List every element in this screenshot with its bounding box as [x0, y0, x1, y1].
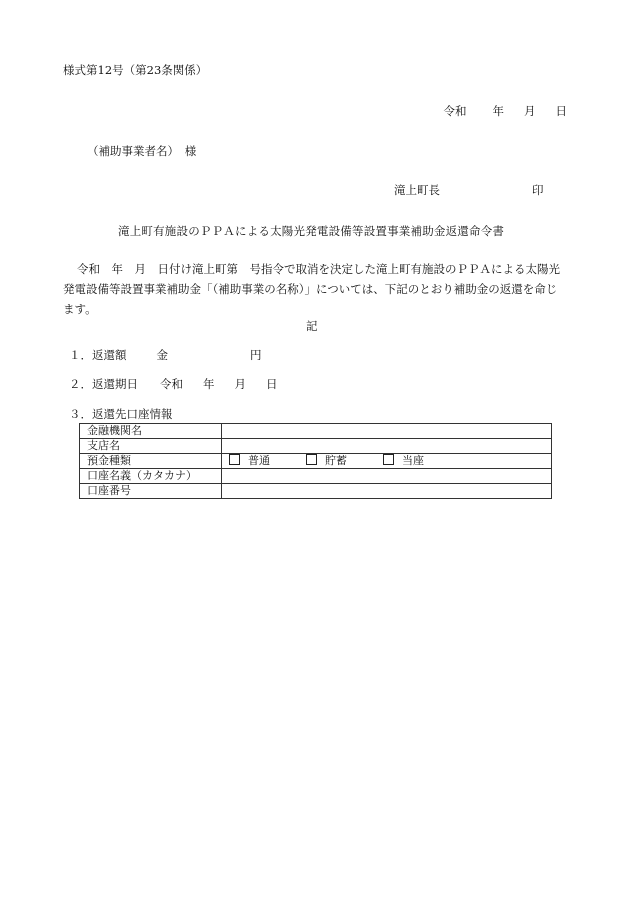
deadline-label: ２．返還期日	[69, 377, 138, 391]
document-title: 滝上町有施設のＰＰＡによる太陽光発電設備等設置事業補助金返還命令書	[118, 224, 505, 238]
amount-kin: 金	[156, 348, 168, 362]
deadline-year: 年	[203, 377, 215, 391]
amount-yen: 円	[250, 348, 262, 362]
ki-heading: 記	[306, 319, 318, 333]
table-row	[80, 469, 552, 484]
row-label-account-holder: 口座名義（カタカナ）	[80, 469, 222, 484]
date-era: 令和	[443, 104, 467, 118]
row-value-account-holder	[222, 469, 552, 484]
table-row	[80, 484, 552, 499]
deadline-day: 日	[266, 377, 278, 391]
form-number: 様式第12号（第23条関係）	[63, 63, 208, 77]
checkbox-icon	[383, 454, 394, 465]
item-return-deadline	[69, 379, 278, 391]
row-value-deposit-type	[222, 454, 552, 469]
row-value-bank	[222, 424, 552, 439]
row-label-bank: 金融機関名	[80, 424, 222, 439]
row-label-branch: 支店名	[80, 439, 222, 454]
checkbox-icon	[306, 454, 317, 465]
row-label-deposit-type: 預金種類	[80, 454, 222, 469]
deposit-option-futsu: 普通	[229, 454, 270, 468]
recipient-name: （補助事業者名） 様	[87, 144, 197, 158]
date-month: 月	[524, 104, 536, 118]
deadline-era: 令和	[160, 377, 183, 391]
row-value-branch	[222, 439, 552, 454]
deposit-option-toza: 当座	[383, 454, 424, 468]
issue-date	[444, 106, 568, 118]
seal-mark: 印	[532, 183, 544, 197]
row-value-account-number	[222, 484, 552, 499]
account-info-table	[79, 423, 552, 499]
table-row	[80, 424, 552, 439]
issuer-title: 滝上町長	[394, 183, 440, 197]
amount-label: １．返還額	[69, 348, 127, 362]
table-row	[80, 439, 552, 454]
item-return-amount	[69, 350, 262, 362]
deadline-month: 月	[234, 377, 246, 391]
checkbox-icon	[229, 454, 240, 465]
body-paragraph: 令和 年 月 日付け滝上町第 号指令で取消を決定した滝上町有施設のＰＰＡによる太陽光発電設備等設置事業補助金「（補助事業の名称）」については、下記のとおり補助金の返還を命じます。	[63, 262, 560, 316]
table-row	[80, 454, 552, 469]
item-account-info: ３．返還先口座情報	[69, 407, 173, 421]
date-year: 年	[492, 104, 504, 118]
row-label-account-number: 口座番号	[80, 484, 222, 499]
deposit-option-chochiku: 貯蓄	[306, 454, 347, 468]
date-day: 日	[555, 104, 567, 118]
